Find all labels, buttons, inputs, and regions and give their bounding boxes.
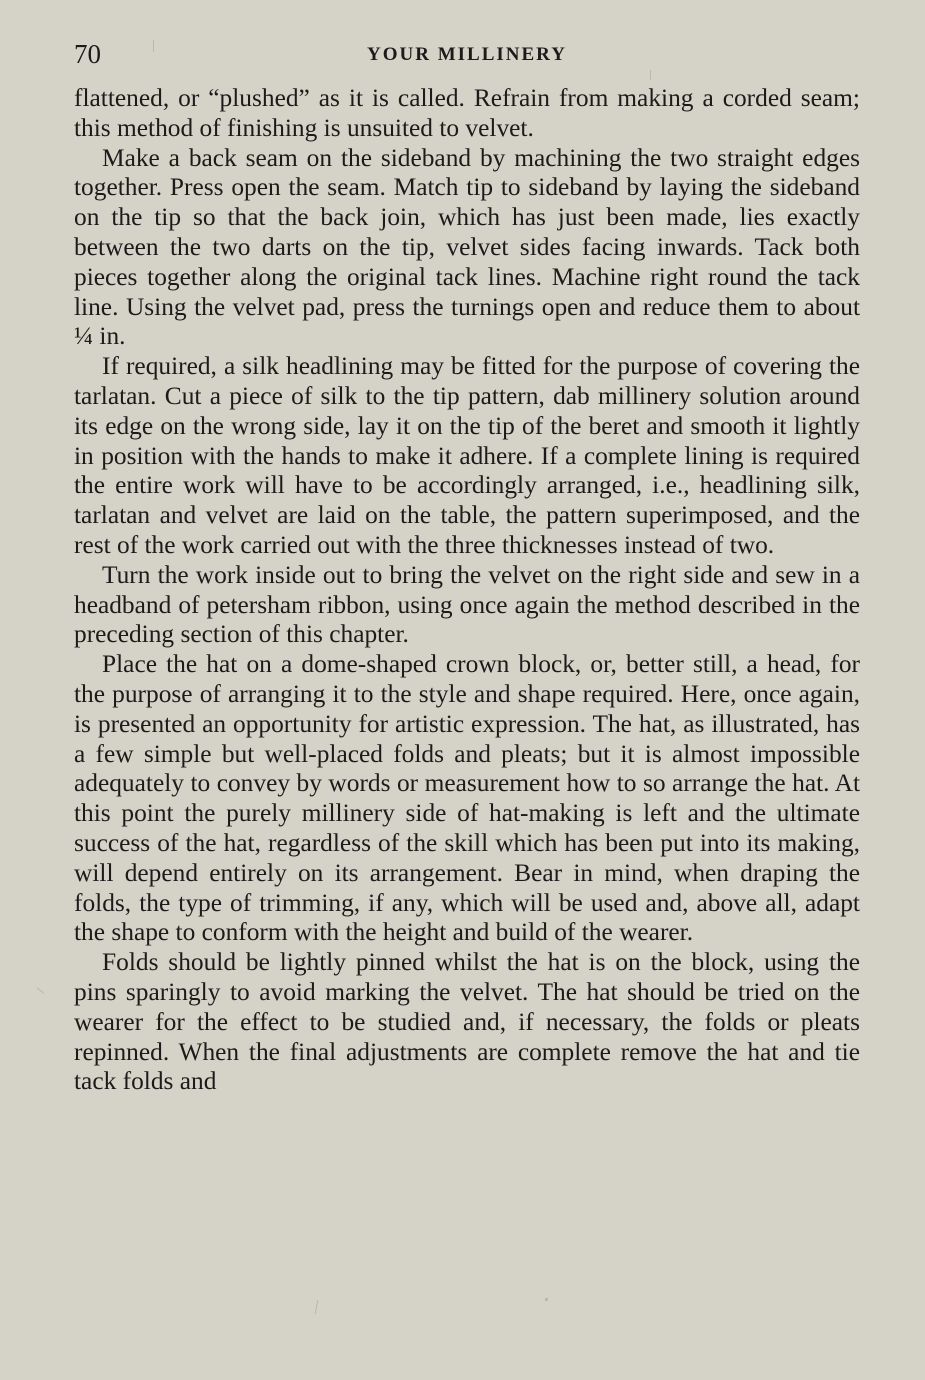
page-number: 70 (74, 39, 101, 69)
paper-speck (37, 987, 45, 994)
paper-speck (650, 70, 651, 80)
paragraph-continuation: flattened, or “plushed” as it is called. Refrain from making a corded seam; this method of finishing is unsuited to velvet. (74, 84, 860, 142)
paragraph-back-seam: Make a back seam on the sideband by machining the two straight edges together. Press open the seam. Match tip to sideband by laying the sideband on the tip so that the back join, which has just been made, lies exactly between the two darts on the tip, velvet sides facing inwards. Tack both pieces together along the original tack lines. Machine right round the tack line. Using the velvet pad, press the turnings open and reduce them to about ¼ in. (74, 143, 860, 351)
paragraph-arranging: Place the hat on a dome-shaped crown block, or, better still, a head, for the purpose of arranging it to the style and shape required. Here, once again, is presented an opportunity for artistic expression. The hat, as illustrated, has a few simple but well-placed folds and pleats; but it is almost impossible adequately to convey by words or measurement how to so arrange the hat. At this point the purely millinery side of hat-making is left and the ultimate success of the hat, regardless of the skill which has been put into its making, will depend entirely on its arrangement. Bear in mind, when draping the folds, the type of trimming, if any, which will be used and, above all, adapt the shape to conform with the height and build of the wearer. (74, 650, 860, 947)
running-head (74, 36, 860, 72)
body-text (74, 84, 860, 1097)
paper-speck (153, 40, 154, 52)
paragraph-headband: Turn the work inside out to bring the velvet on the right side and sew in a headband of petersham ribbon, using once again the method described in the preceding section of this chapter. (74, 560, 860, 649)
paragraph-headlining: If required, a silk headlining may be fitted for the purpose of covering the tarlatan. Cut a piece of silk to the tip pattern, dab millinery solution around its edge on the wrong side, lay it on the tip of the beret and smooth it lightly in position with the hands to make it adhere. If a complete lining is required the entire work will have to be accordingly arranged, i.e., headlining silk, tarlatan and velvet are laid on the table, the pattern superimposed, and the rest of the work carried out with the three thicknesses instead of two. (74, 352, 860, 559)
paper-speck (545, 1298, 548, 1301)
paragraph-folds: Folds should be lightly pinned whilst the hat is on the block, using the pins sparingly to avoid marking the velvet. The hat should be tried on the wearer for the effect to be studied and, if necessary, the folds or pleats repinned. When the final adjustments are complete remove the hat and tie tack folds and (74, 948, 860, 1096)
paper-speck (315, 1300, 318, 1314)
running-title: YOUR MILLINERY (367, 44, 567, 65)
